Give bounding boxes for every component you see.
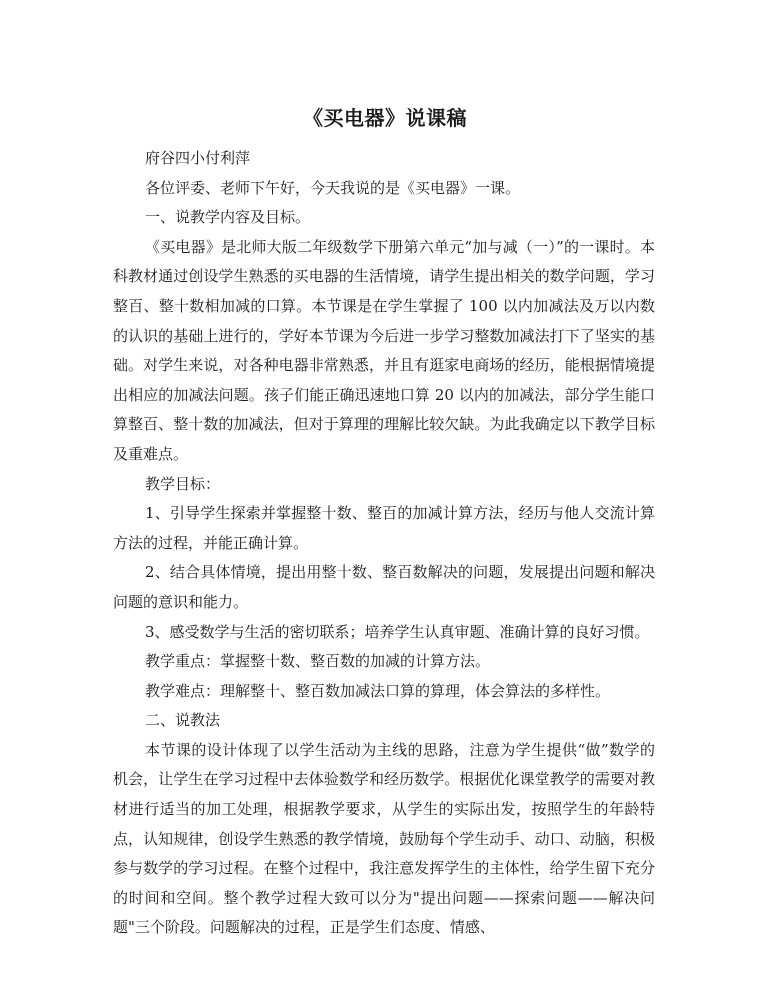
key-point: 教学重点：掌握整十数、整百数的加减的计算方法。 — [145, 652, 491, 671]
method-paragraph: 本节课的设计体现了以学生活动为主线的思路，注意为学生提供“做”数学的机会，让学生在学习过程中去体验数学和经历数学。根据优化课堂教学的需要对教材进行适当的加工处理，根据教学要求，从学生的实际出发，按照学生的年龄特点，认知规律，创设学生熟悉的教学情境，鼓励每个学生动手、动口、动脑，积极参与数学的学习过程。在整个过程中，我注意发挥学生的主体性，给学生留下充分的时间和空间。整个教学过程大致可以分为"提出问题——探索问题——解决问题"三个阶段。问题解决的过程，正是学生们态度、情感、 — [113, 740, 655, 937]
difficult-point: 教学难点：理解整十、整百数加减法口算的算理，体会算法的多样性。 — [145, 681, 611, 700]
section-heading-teaching-method: 二、说教法 — [145, 711, 221, 730]
content-paragraph: 《买电器》是北师大版二年级数学下册第六单元“加与减（一）”的一课时。本科教材通过创设学生熟悉的买电器的生活情境，请学生提出相关的数学问题，学习整百、整十数相加减的口算。本节课是在学生掌握了 100 以内加减法及万以内数的认识的基础上进行的，学好本节课为今后进一步学习整数加减法打下了坚实的基础。对学生来说，对各种电器非常熟悉，并且有逛家电商场的经历，能根据情境提出相应的加减法问题。孩子们能正确迅速地口算 20 以内的加减法，部分学生能口算整百、整十数的加减法，但对于算理的理解比较欠缺。为此我确定以下教学目标及重难点。 — [113, 237, 655, 463]
greeting-paragraph: 各位评委、老师下午好，今天我说的是《买电器》一课。 — [145, 178, 521, 197]
author-line: 府谷四小付利萍 — [145, 149, 251, 167]
goal-item-3: 3、感受数学与生活的密切联系；培养学生认真审题、准确计算的良好习惯。 — [145, 622, 650, 641]
document-title: 《买电器》说课稿 — [303, 106, 467, 130]
goal-item-2: 2、结合具体情境，提出用整十数、整百数解决的问题，发展提出问题和解决问题的意识和能力。 — [113, 563, 655, 611]
section-heading-content-goals: 一、说教学内容及目标。 — [145, 208, 311, 227]
goal-item-1: 1、引导学生探索并掌握整十数、整百的加减计算方法，经历与他人交流计算方法的过程，并能正确计算。 — [113, 504, 655, 552]
goals-heading: 教学目标： — [145, 474, 221, 493]
document-body — [113, 144, 655, 943]
